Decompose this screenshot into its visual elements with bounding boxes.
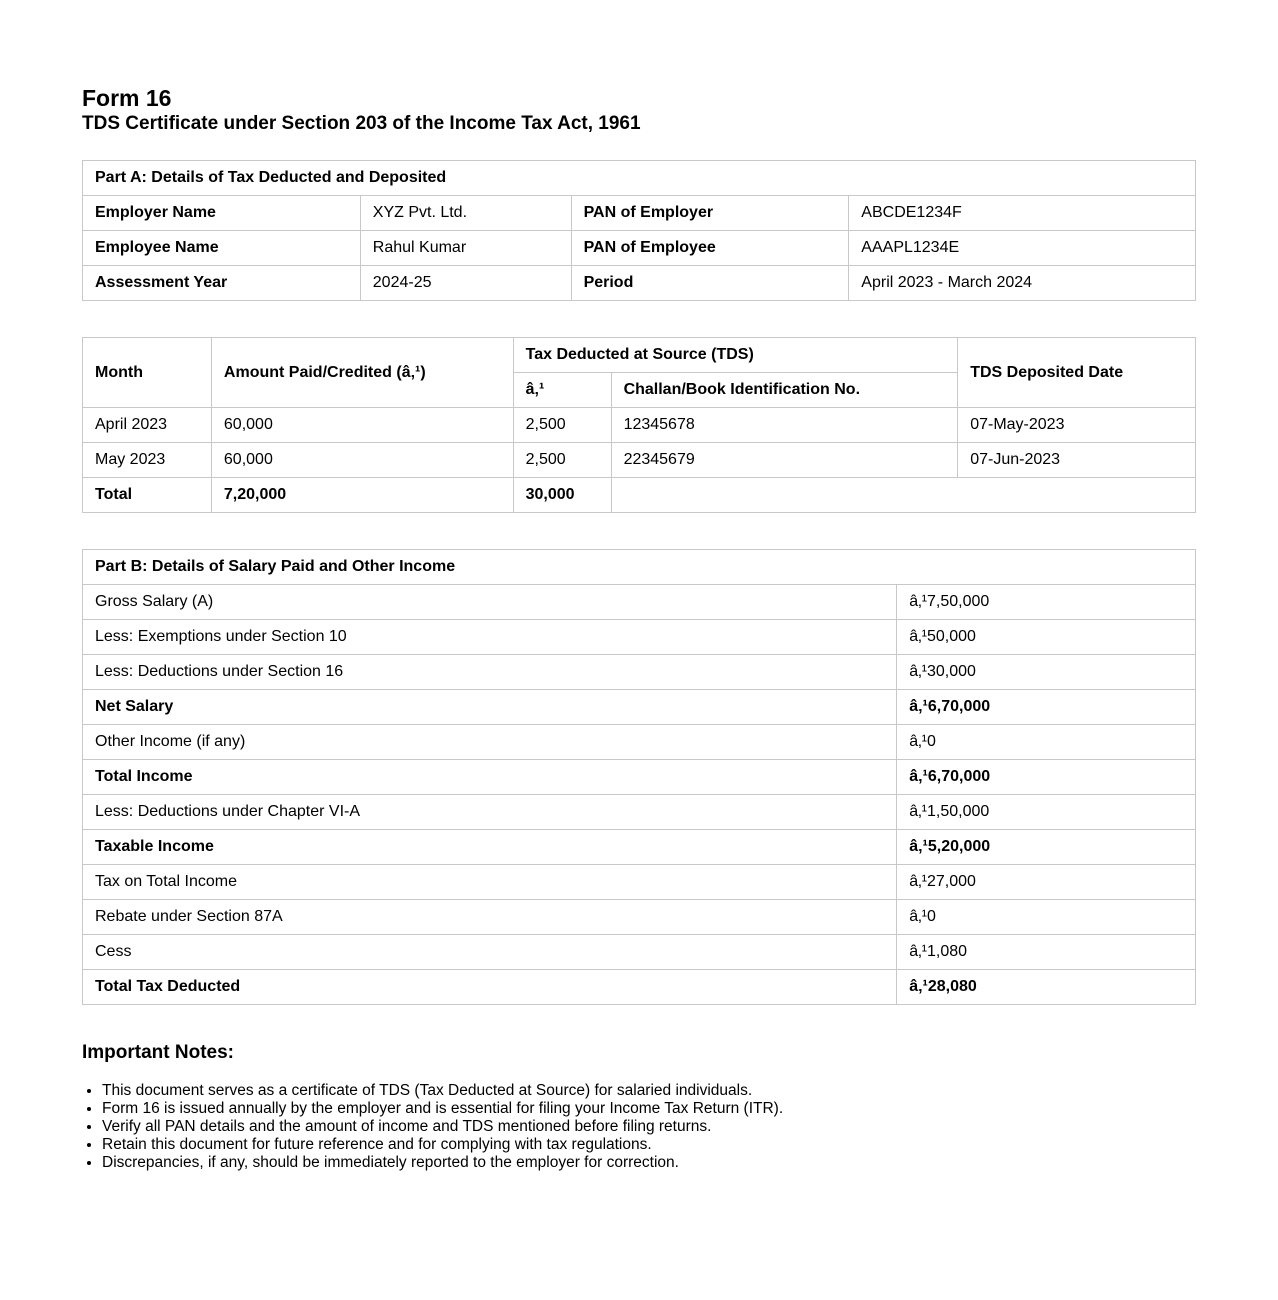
table-row (83, 655, 1196, 690)
total-amount: 7,20,000 (211, 478, 513, 513)
challan-cell: 22345679 (611, 443, 958, 478)
month-header: Month (83, 338, 212, 408)
employer-name-label: Employer Name (83, 196, 361, 231)
table-row (83, 795, 1196, 830)
notes-list (82, 1082, 1196, 1172)
employee-name-value: Rahul Kumar (360, 231, 571, 266)
tds-amount-header: â‚¹ (513, 373, 611, 408)
part-a-table (82, 160, 1196, 301)
employee-pan-value: AAAPL1234E (849, 231, 1196, 266)
part-b-label: Less: Exemptions under Section 10 (83, 620, 897, 655)
table-row (83, 830, 1196, 865)
table-row (83, 620, 1196, 655)
part-b-value: â‚¹1,50,000 (897, 795, 1196, 830)
part-b-heading-row (83, 550, 1196, 585)
tds-header-row (83, 338, 1196, 373)
employer-pan-label: PAN of Employer (571, 196, 849, 231)
part-b-value: â‚¹6,70,000 (897, 690, 1196, 725)
part-a-row (83, 231, 1196, 266)
table-row (83, 585, 1196, 620)
period-value: April 2023 - March 2024 (849, 266, 1196, 301)
list-item: • This document serves as a certificate of TDS (Tax Deducted at Source) for salaried individuals. (102, 1082, 1196, 1100)
month-cell: May 2023 (83, 443, 212, 478)
table-row (83, 760, 1196, 795)
part-b-value: â‚¹0 (897, 725, 1196, 760)
part-b-value: â‚¹27,000 (897, 865, 1196, 900)
page-subtitle: TDS Certificate under Section 203 of the Income Tax Act, 1961 (82, 113, 641, 134)
tds-group-header: Tax Deducted at Source (TDS) (513, 338, 958, 373)
deposited-date-header: TDS Deposited Date (958, 338, 1196, 408)
table-row (83, 408, 1196, 443)
part-a-heading: Part A: Details of Tax Deducted and Deposited (83, 161, 1196, 196)
employee-name-label: Employee Name (83, 231, 361, 266)
part-b-heading: Part B: Details of Salary Paid and Other Income (83, 550, 1196, 585)
part-b-value: â‚¹1,080 (897, 935, 1196, 970)
part-b-rows (83, 585, 1196, 1005)
list-item: • Verify all PAN details and the amount of income and TDS mentioned before filing returns. (102, 1118, 1196, 1136)
part-b-label: Cess (83, 935, 897, 970)
challan-header: Challan/Book Identification No. (611, 373, 958, 408)
part-a-heading-row (83, 161, 1196, 196)
tds-cell: 2,500 (513, 443, 611, 478)
employer-pan-value: ABCDE1234F (849, 196, 1196, 231)
total-row (83, 478, 1196, 513)
part-b-label: Taxable Income (83, 830, 897, 865)
part-a-row (83, 266, 1196, 301)
employer-name-value: XYZ Pvt. Ltd. (360, 196, 571, 231)
month-cell: April 2023 (83, 408, 212, 443)
part-b-label: Tax on Total Income (83, 865, 897, 900)
part-b-label: Gross Salary (A) (83, 585, 897, 620)
total-tds: 30,000 (513, 478, 611, 513)
employee-pan-label: PAN of Employee (571, 231, 849, 266)
part-b-label: Less: Deductions under Section 16 (83, 655, 897, 690)
assessment-year-label: Assessment Year (83, 266, 361, 301)
part-b-table (82, 549, 1196, 1005)
part-b-label: Net Salary (83, 690, 897, 725)
list-item: • Retain this document for future reference and for complying with tax regulations. (102, 1136, 1196, 1154)
challan-cell: 12345678 (611, 408, 958, 443)
part-b-label: Rebate under Section 87A (83, 900, 897, 935)
part-b-label: Total Tax Deducted (83, 970, 897, 1005)
part-b-label: Other Income (if any) (83, 725, 897, 760)
part-b-value: â‚¹30,000 (897, 655, 1196, 690)
amount-cell: 60,000 (211, 408, 513, 443)
total-empty-cell (611, 478, 1195, 513)
part-b-value: â‚¹50,000 (897, 620, 1196, 655)
part-a-row (83, 196, 1196, 231)
total-label: Total (83, 478, 212, 513)
tds-table (82, 337, 1196, 513)
period-label: Period (571, 266, 849, 301)
part-b-label: Less: Deductions under Chapter VI-A (83, 795, 897, 830)
part-b-value: â‚¹6,70,000 (897, 760, 1196, 795)
part-b-value: â‚¹7,50,000 (897, 585, 1196, 620)
notes-title: Important Notes: (82, 1042, 234, 1063)
date-cell: 07-Jun-2023 (958, 443, 1196, 478)
tds-cell: 2,500 (513, 408, 611, 443)
assessment-year-value: 2024-25 (360, 266, 571, 301)
table-row (83, 900, 1196, 935)
list-item: • Form 16 is issued annually by the employer and is essential for filing your Income Tax Return (ITR). (102, 1100, 1196, 1118)
page-title: Form 16 (82, 85, 172, 111)
table-row (83, 935, 1196, 970)
part-b-value: â‚¹28,080 (897, 970, 1196, 1005)
date-cell: 07-May-2023 (958, 408, 1196, 443)
part-b-value: â‚¹5,20,000 (897, 830, 1196, 865)
table-row (83, 725, 1196, 760)
part-b-value: â‚¹0 (897, 900, 1196, 935)
table-row (83, 443, 1196, 478)
part-b-label: Total Income (83, 760, 897, 795)
table-row (83, 690, 1196, 725)
list-item: • Discrepancies, if any, should be immediately reported to the employer for correction. (102, 1154, 1196, 1172)
amount-cell: 60,000 (211, 443, 513, 478)
table-row (83, 970, 1196, 1005)
amount-header: Amount Paid/Credited (â‚¹) (211, 338, 513, 408)
table-row (83, 865, 1196, 900)
